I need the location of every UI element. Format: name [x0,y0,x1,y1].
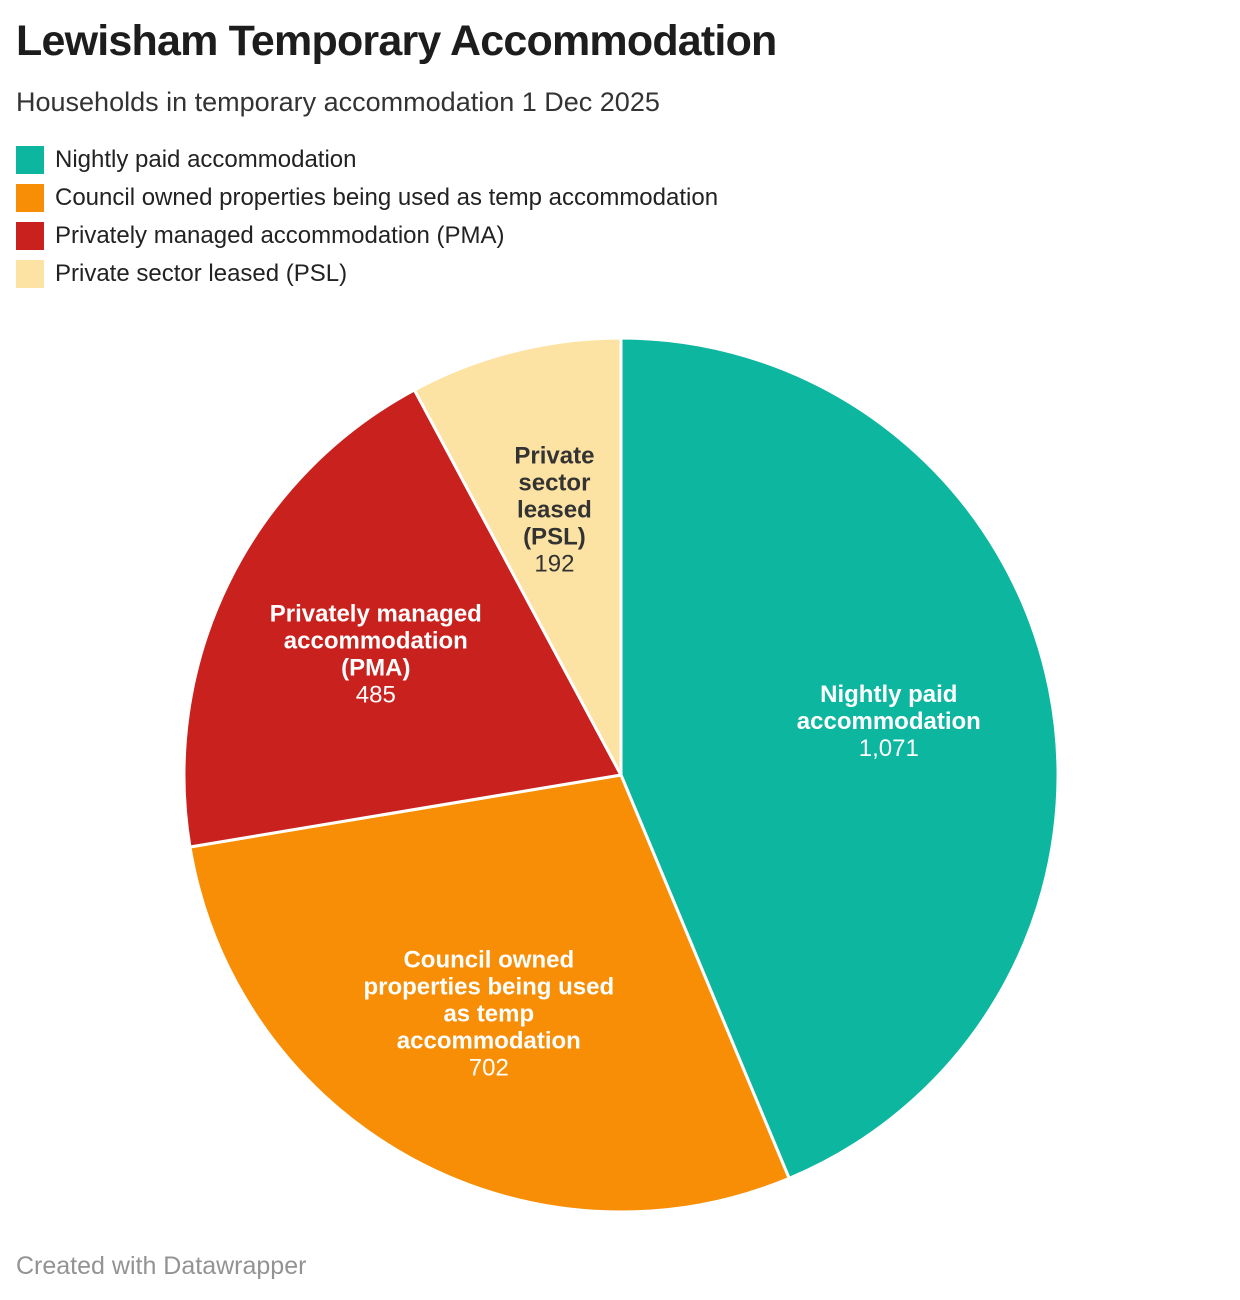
legend-label: Nightly paid accommodation [55,146,357,173]
chart-subtitle: Households in temporary accommodation 1 Dec 2025 [16,87,660,117]
legend-label: Private sector leased (PSL) [55,260,348,287]
pie-slice-label-3: Private sector leased (PSL) 192 [514,442,595,578]
legend-label: Council owned properties being used as temp accommodation [55,184,719,211]
legend-label: Privately managed accommodation (PMA) [55,222,505,249]
pie-slice-label-0: Nightly paid accommodation 1,071 [796,680,981,762]
pie-slice-label-1: Council owned properties being used as temp accommodation 702 [363,946,615,1082]
datawrapper-attribution-link[interactable]: Created with Datawrapper [16,1252,307,1280]
chart-title: Lewisham Temporary Accommodation [16,17,777,65]
pie-slice-label-2: Privately managed accommodation (PMA) 485 [269,600,482,709]
